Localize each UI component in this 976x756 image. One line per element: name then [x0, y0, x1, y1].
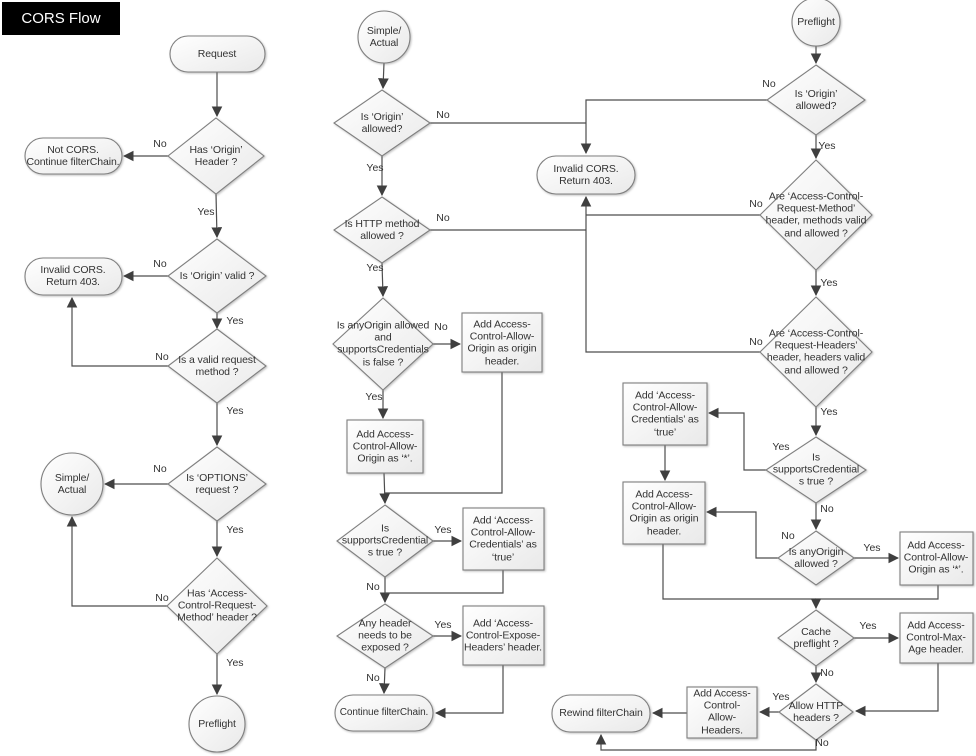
decision-http-method-allowed-label: Is HTTP method allowed ?	[344, 217, 420, 242]
edge-label-yes: Yes	[772, 441, 790, 453]
connector	[383, 63, 384, 88]
edge-label-yes: Yes	[434, 619, 452, 631]
connector-preflight-left-label: Preflight	[198, 717, 236, 730]
edge-label-no: No	[153, 463, 167, 475]
decision-cache-preflight-label: Cache preflight ?	[793, 625, 839, 650]
decision-valid-request-method-label: Is a valid request method ?	[178, 353, 256, 378]
edge-label-yes: Yes	[863, 542, 881, 554]
terminator-invalid-cors-mid-label: Invalid CORS. Return 403.	[553, 162, 619, 187]
edge-label-yes: Yes	[197, 206, 215, 218]
edge-label-yes: Yes	[226, 315, 244, 327]
decision-has-origin-header-label: Has ‘Origin’ Header ?	[189, 143, 243, 168]
connector	[72, 298, 168, 366]
connector	[586, 100, 767, 153]
decision-allow-http-headers-label: Allow HTTP headers ?	[788, 699, 844, 724]
edge-label-yes: Yes	[366, 262, 384, 274]
edge-label-no: No	[749, 336, 763, 348]
decision-is-options-request-label: Is ‘OPTIONS’ request ?	[186, 471, 248, 496]
edge-label-yes: Yes	[859, 620, 877, 632]
decision-has-acrm-header-label: Has ‘Access-Control-Request-Method’ header ?	[177, 587, 257, 625]
connector-preflight-right-label: Preflight	[797, 15, 835, 28]
edge-label-no: No	[815, 737, 829, 749]
process-add-acac-true-right-label: Add ‘Access-Control-Allow-Credentials’ as ‘true’	[631, 389, 699, 439]
connector	[816, 585, 938, 608]
edge-label-yes: Yes	[820, 277, 838, 289]
edge-label-no: No	[762, 78, 776, 90]
edge-label-no: No	[153, 138, 167, 150]
process-add-acao-origin-mid-label: Add Access-Control-Allow-Origin as origin header.	[467, 318, 537, 368]
edge-label-no: No	[434, 321, 448, 333]
edge-label-no: No	[155, 351, 169, 363]
decision-is-origin-allowed-right-label: Is ‘Origin’ allowed?	[794, 87, 838, 112]
edge-label-yes: Yes	[226, 657, 244, 669]
connector	[709, 413, 766, 470]
decision-supports-credentials-mid-label: Is supportsCredentials true ?	[341, 522, 429, 560]
connector	[384, 473, 385, 503]
edge-label-no: No	[781, 530, 795, 542]
process-add-acac-true-mid-label: Add ‘Access-Control-Allow-Credentials’ as ‘true’	[469, 514, 537, 564]
edge-label-yes: Yes	[434, 524, 452, 536]
connector-simple-actual-mid-label: Simple/ Actual	[366, 24, 402, 49]
connector	[436, 665, 503, 713]
decision-is-origin-valid-label: Is ‘Origin’ valid ?	[179, 269, 255, 282]
edge-label-no: No	[153, 258, 167, 270]
page-title: CORS Flow Chart	[2, 2, 120, 35]
decision-anyorigin-supports-false-label: Is anyOrigin allowed and supportsCredentials is false ?	[336, 319, 430, 369]
terminator-not-cors-label: Not CORS. Continue filterChain.	[26, 143, 120, 168]
edge-label-no: No	[436, 109, 450, 121]
edge-label-no: No	[820, 667, 834, 679]
process-add-acma-label: Add Access-Control-Max-Age header.	[906, 619, 966, 657]
connector	[856, 663, 938, 711]
edge-label-yes: Yes	[818, 140, 836, 152]
connector	[707, 512, 778, 558]
decision-any-header-exposed-label: Any header needs to be exposed ?	[358, 617, 412, 655]
connector	[216, 194, 217, 237]
edge-label-no: No	[366, 672, 380, 684]
terminator-invalid-cors-left-label: Invalid CORS. Return 403.	[40, 263, 106, 288]
edge-label-no: No	[155, 592, 169, 604]
edge-label-yes: Yes	[365, 391, 383, 403]
connector-simple-actual-left-label: Simple/ Actual	[54, 471, 90, 496]
decision-supports-credentials-right-label: Is supportsCredentials true ?	[772, 451, 860, 489]
connectors-middle	[586, 100, 767, 352]
edge-label-no: No	[436, 212, 450, 224]
process-add-acao-origin-right-label: Add Access-Control-Allow-Origin as origin header.	[629, 488, 699, 538]
process-add-acah-label: Add Access-Control-Allow-Headers.	[693, 687, 751, 737]
connector	[72, 517, 167, 606]
terminator-rewind-filterchain-label: Rewind filterChain	[559, 706, 643, 719]
terminator-request-label: Request	[197, 47, 237, 60]
process-add-acao-star-mid-label: Add Access-Control-Allow-Origin as ‘*’.	[352, 428, 418, 466]
decision-anyorigin-allowed-label: Is anyOrigin allowed ?	[788, 545, 844, 570]
connector	[385, 570, 503, 593]
process-add-acao-star-right-label: Add Access-Control-Allow-Origin as ‘*’.	[903, 539, 969, 577]
edge-label-yes: Yes	[226, 524, 244, 536]
edge-label-no: No	[366, 581, 380, 593]
edge-label-yes: Yes	[226, 405, 244, 417]
connector	[586, 197, 763, 352]
edge-label-yes: Yes	[772, 691, 790, 703]
decision-acrh-valid-label: Are ‘Access-Control-Request-Headers’ header, headers valid and allowed ?	[766, 327, 866, 377]
edge-label-yes: Yes	[366, 162, 384, 174]
decision-is-origin-allowed-mid-label: Is ‘Origin’ allowed?	[360, 110, 404, 135]
edge-label-no: No	[749, 198, 763, 210]
decision-acrm-valid-label: Are ‘Access-Control-Request-Method’ header, methods valid and allowed ?	[765, 190, 867, 240]
edge-label-no: No	[820, 503, 834, 515]
connector	[384, 668, 385, 693]
terminator-continue-filterchain-label: Continue filterChain.	[339, 707, 429, 719]
process-add-aceh-label: Add ‘Access-Control-Expose-Headers’ header.	[464, 617, 542, 655]
edge-label-yes: Yes	[820, 406, 838, 418]
